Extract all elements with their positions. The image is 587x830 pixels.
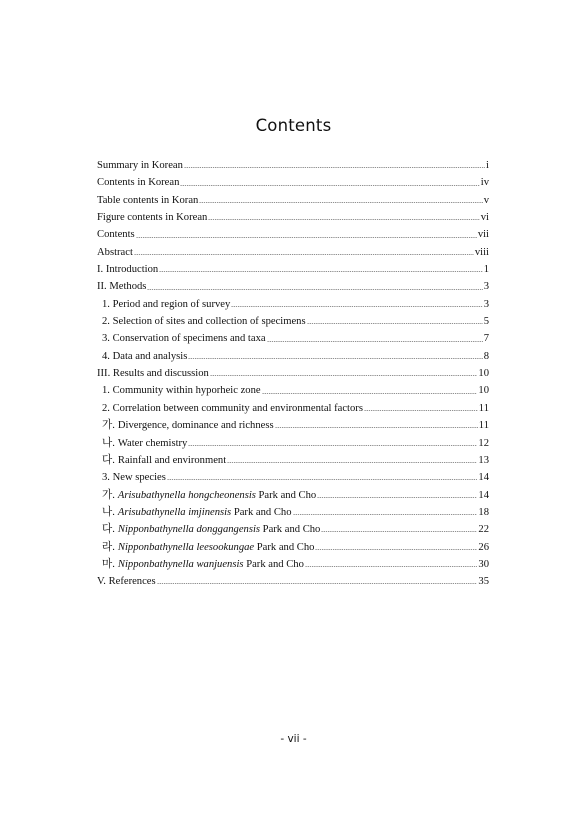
toc-entry-text: Contents (97, 229, 135, 241)
dot-leader (364, 410, 478, 411)
dot-leader (275, 427, 478, 428)
toc-entry-page: 14 (478, 489, 489, 501)
toc-entry-text: Water chemistry (117, 437, 188, 449)
toc-entry-text: 1. Community within hyporheic zone (102, 385, 261, 397)
toc-entry-text: Figure contents in Korean (97, 212, 208, 224)
toc-entry-page: 22 (478, 524, 489, 536)
toc-entry-label (97, 504, 292, 521)
dot-leader (167, 479, 478, 480)
toc-entry (97, 382, 489, 399)
toc-entry-label (97, 330, 266, 347)
toc-entry (97, 365, 489, 382)
toc-entry (97, 209, 489, 226)
toc-entry-page: vi (480, 212, 489, 224)
toc-entry (97, 452, 489, 469)
toc-entry-page: 30 (478, 558, 489, 570)
toc-entry-label (97, 313, 306, 330)
toc-entry-label (97, 400, 363, 417)
toc-entry-marker: 다. (102, 524, 115, 536)
dot-leader (315, 549, 477, 550)
toc-entry-label (97, 573, 156, 590)
toc-entry-page: viii (474, 246, 489, 258)
toc-entry-marker: 가. (102, 420, 115, 432)
toc-entry (97, 192, 489, 209)
toc-entry (97, 556, 489, 573)
toc-entry-page: 11 (478, 420, 489, 432)
toc-entry-label (97, 244, 133, 261)
toc-entry-page: 11 (478, 402, 489, 414)
toc-entry-marker: 가. (102, 489, 115, 501)
toc-entry-text: Table contents in Koran (97, 194, 199, 206)
toc-entry-page: v (483, 194, 489, 206)
toc-entry-marker: 마. (102, 558, 115, 570)
toc-entry-marker: 나. (102, 506, 115, 518)
toc-entry-label (97, 365, 209, 382)
toc-entry-label (97, 487, 316, 504)
toc-entry-species: Arisubathynella imjinensis (117, 506, 232, 518)
toc-entry-page: 12 (478, 437, 489, 449)
toc-entry-page: 10 (478, 368, 489, 380)
toc-entry-label (97, 539, 314, 556)
dot-leader (157, 583, 478, 584)
toc-entry-label (97, 382, 261, 399)
dot-leader (184, 167, 485, 168)
toc-entry (97, 296, 489, 313)
toc-entry-page: 13 (478, 454, 489, 466)
toc-entry (97, 504, 489, 521)
toc-entry-text: 2. Selection of sites and collection of specimens (102, 316, 306, 328)
toc-entry-author: Park and Cho (260, 524, 321, 536)
toc-entry-text: Divergence, dominance and richness (117, 420, 274, 432)
toc-entry (97, 330, 489, 347)
toc-entry-label (97, 174, 179, 191)
toc-entry (97, 521, 489, 538)
toc-entry-page: 35 (478, 576, 489, 588)
toc-entry-page: 3 (483, 298, 489, 310)
toc-entry-author: Park and Cho (255, 489, 317, 501)
toc-entry-species: Nipponbathynella donggangensis (117, 524, 261, 536)
toc-entry-text: III. Results and discussion (97, 368, 209, 380)
toc-entry-page: 5 (483, 316, 489, 328)
dot-leader (199, 202, 482, 203)
toc-entry-text: Contents in Korean (97, 177, 180, 189)
toc-entry-label (97, 469, 166, 486)
toc-entry-label (97, 452, 226, 469)
toc-entry-page: vii (477, 229, 489, 241)
dot-leader (321, 531, 477, 532)
dot-leader (262, 393, 478, 394)
dot-leader (307, 323, 483, 324)
page-number: - vii - (280, 733, 307, 745)
toc-entry-text: II. Methods (97, 281, 147, 293)
toc-entry-marker: 라. (102, 541, 115, 553)
toc-entry (97, 348, 489, 365)
table-of-contents (97, 157, 489, 591)
toc-entry (97, 244, 489, 261)
dot-leader (159, 271, 483, 272)
toc-entry (97, 469, 489, 486)
toc-entry-text: Summary in Korean (97, 160, 183, 171)
toc-entry-text: 3. New species (102, 472, 166, 484)
toc-entry-label (97, 296, 230, 313)
toc-entry-page: 7 (483, 333, 489, 345)
toc-entry-species: Arisubathynella hongcheonensis (117, 489, 256, 501)
toc-entry (97, 435, 489, 452)
toc-entry (97, 226, 489, 243)
toc-entry (97, 417, 489, 434)
toc-entry-text: V. References (97, 576, 156, 588)
toc-entry-marker: 다. (102, 454, 115, 466)
toc-entry (97, 400, 489, 417)
toc-entry-label (97, 209, 207, 226)
dot-leader (188, 445, 477, 446)
toc-entry-text: Rainfall and environment (117, 454, 227, 466)
dot-leader (208, 219, 479, 220)
toc-entry-page: 8 (483, 350, 489, 362)
toc-entry-label (97, 278, 146, 295)
toc-entry-page: 14 (478, 472, 489, 484)
toc-entry (97, 313, 489, 330)
dot-leader (267, 341, 483, 342)
dot-leader (293, 514, 478, 515)
toc-entry-label (97, 261, 158, 278)
toc-entry-author: Park and Cho (254, 541, 315, 553)
toc-entry (97, 157, 489, 174)
dot-leader (180, 185, 479, 186)
toc-entry-text: 2. Correlation between community and environmental factors (102, 402, 363, 414)
toc-entry (97, 278, 489, 295)
dot-leader (305, 566, 478, 567)
toc-entry-marker: 나. (102, 437, 115, 449)
toc-entry (97, 261, 489, 278)
toc-entry-page: 1 (483, 264, 489, 276)
toc-entry-page: 26 (478, 541, 489, 553)
toc-entry-species: Nipponbathynella wanjuensis (117, 558, 244, 570)
toc-entry-species: Nipponbathynella leesookungae (117, 541, 255, 553)
dot-leader (210, 375, 478, 376)
toc-entry-label (97, 226, 135, 243)
toc-entry-text: I. Introduction (97, 264, 159, 276)
dot-leader (136, 237, 477, 238)
toc-entry-label (97, 521, 320, 538)
toc-entry-page: 3 (483, 281, 489, 293)
toc-entry-text: Abstract (97, 246, 133, 258)
page-title: Contents (255, 116, 332, 135)
toc-entry-label (97, 556, 304, 573)
toc-entry-page: 18 (478, 506, 489, 518)
toc-entry-author: Park and Cho (243, 558, 304, 570)
toc-entry-page: iv (480, 177, 489, 189)
toc-entry-text: 3. Conservation of specimens and taxa (102, 333, 266, 345)
dot-leader (147, 289, 482, 290)
toc-entry (97, 487, 489, 504)
dot-leader (317, 497, 477, 498)
dot-leader (134, 254, 474, 255)
toc-entry-text: 1. Period and region of survey (102, 298, 231, 310)
toc-entry (97, 573, 489, 590)
toc-entry-text: 4. Data and analysis (102, 350, 188, 362)
dot-leader (231, 306, 482, 307)
toc-entry-label (97, 435, 187, 452)
toc-entry-label (97, 192, 198, 209)
toc-entry-label (97, 348, 187, 365)
toc-entry-label (97, 157, 183, 174)
dot-leader (188, 358, 482, 359)
toc-entry (97, 174, 489, 191)
toc-entry (97, 539, 489, 556)
toc-entry-page: i (486, 160, 489, 171)
dot-leader (227, 462, 477, 463)
toc-entry-author: Park and Cho (231, 506, 292, 518)
toc-entry-page: 10 (478, 385, 489, 397)
toc-entry-label (97, 417, 274, 434)
